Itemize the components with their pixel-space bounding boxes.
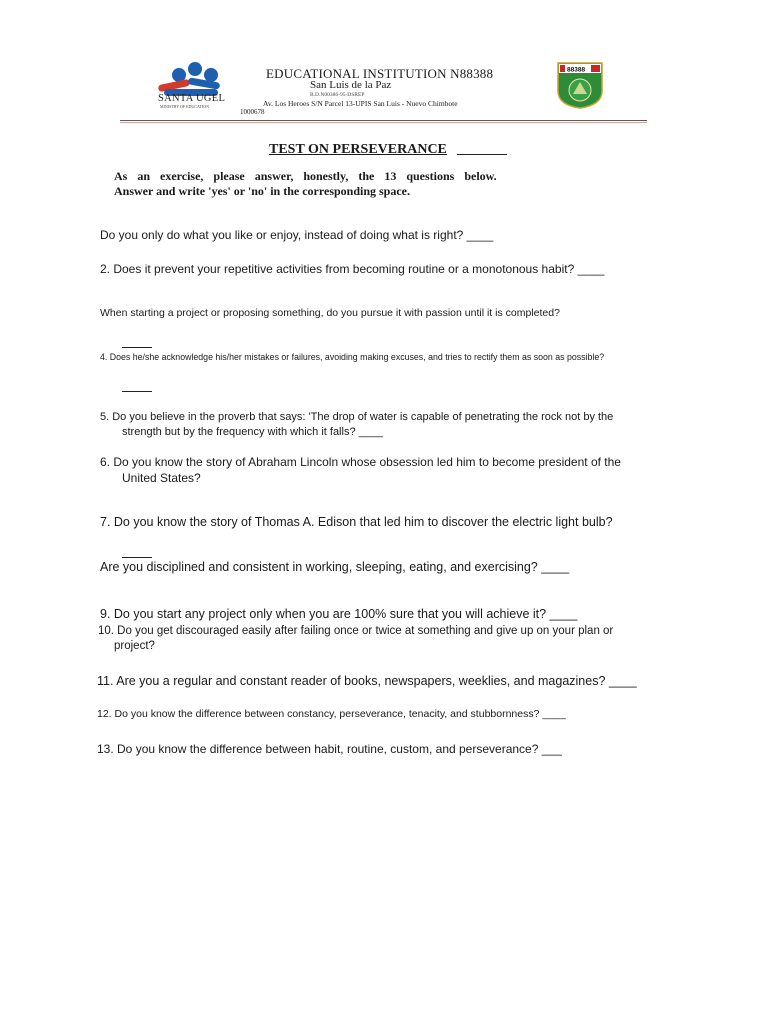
question-6-line-1: 6. Do you know the story of Abraham Lincoln whose obsession led him to become president of the bbox=[100, 455, 621, 469]
question-2: 2. Does it prevent your repetitive activities from becoming routine or a monotonous habit? ____ bbox=[100, 262, 605, 276]
shield-number: 88388 bbox=[567, 66, 586, 74]
institution-code: 1000678 bbox=[240, 108, 265, 116]
question-3: When starting a project or proposing something, do you pursue it with passion until it is completed? bbox=[100, 307, 560, 319]
question-5-line-1: 5. Do you believe in the proverb that says: 'The drop of water is capable of penetrating the rock not by the bbox=[100, 411, 614, 423]
school-shield-icon bbox=[556, 61, 604, 109]
question-5-line-2: strength but by the frequency with which it falls? ____ bbox=[122, 426, 384, 438]
header-divider-accent bbox=[120, 122, 647, 123]
institution-place: San Luis de la Paz bbox=[310, 79, 392, 91]
question-10-line-2: project? bbox=[114, 640, 155, 652]
answer-blank-4[interactable] bbox=[122, 379, 152, 397]
instruction-line-2: Answer and write 'yes' or 'no' in the corresponding space. bbox=[114, 184, 411, 198]
institution-address: Av. Los Heroes S/N Parcel 13-UPIS San Luis - Nuevo Chimbote bbox=[263, 99, 458, 108]
question-10-line-1: 10. Do you get discouraged easily after failing once or twice at something and give up on your plan or bbox=[98, 625, 614, 637]
title-underline-blank bbox=[457, 154, 507, 155]
institution-rd: R.D.N00386-95-DSREP bbox=[310, 92, 365, 98]
question-11: 11. Are you a regular and constant reader of books, newspapers, weeklies, and magazines? ____ bbox=[97, 674, 637, 688]
question-13: 13. Do you know the difference between habit, routine, custom, and perseverance? ___ bbox=[97, 742, 562, 756]
logo-subtitle: MINISTRY OF EDUCATION bbox=[160, 104, 209, 109]
logo-brand-text: SANTA UGEL bbox=[158, 93, 226, 104]
institution-name: EDUCATIONAL INSTITUTION N88388 bbox=[266, 66, 494, 81]
question-6-line-2: United States? bbox=[122, 471, 201, 485]
question-1: Do you only do what you like or enjoy, instead of doing what is right? ____ bbox=[100, 228, 494, 242]
question-4: 4. Does he/she acknowledge his/her mistakes or failures, avoiding making excuses, and tries to rectify them as soon as possible? bbox=[100, 352, 605, 362]
instruction-line-1: As an exercise, please answer, honestly, the 13 questions below. bbox=[114, 169, 497, 183]
page-title: TEST ON PERSEVERANCE bbox=[269, 142, 447, 157]
logo-person-icon bbox=[188, 62, 202, 76]
question-9: 9. Do you start any project only when you are 100% sure that you will achieve it? ____ bbox=[100, 607, 578, 621]
header-divider bbox=[120, 120, 647, 121]
question-8: Are you disciplined and consistent in working, sleeping, eating, and exercising? ____ bbox=[100, 560, 570, 574]
question-12: 12. Do you know the difference between constancy, perseverance, tenacity, and stubbornness? ____ bbox=[97, 708, 566, 720]
question-7: 7. Do you know the story of Thomas A. Edison that led him to discover the electric light bulb? bbox=[100, 515, 613, 529]
answer-blank-3[interactable] bbox=[122, 335, 152, 353]
